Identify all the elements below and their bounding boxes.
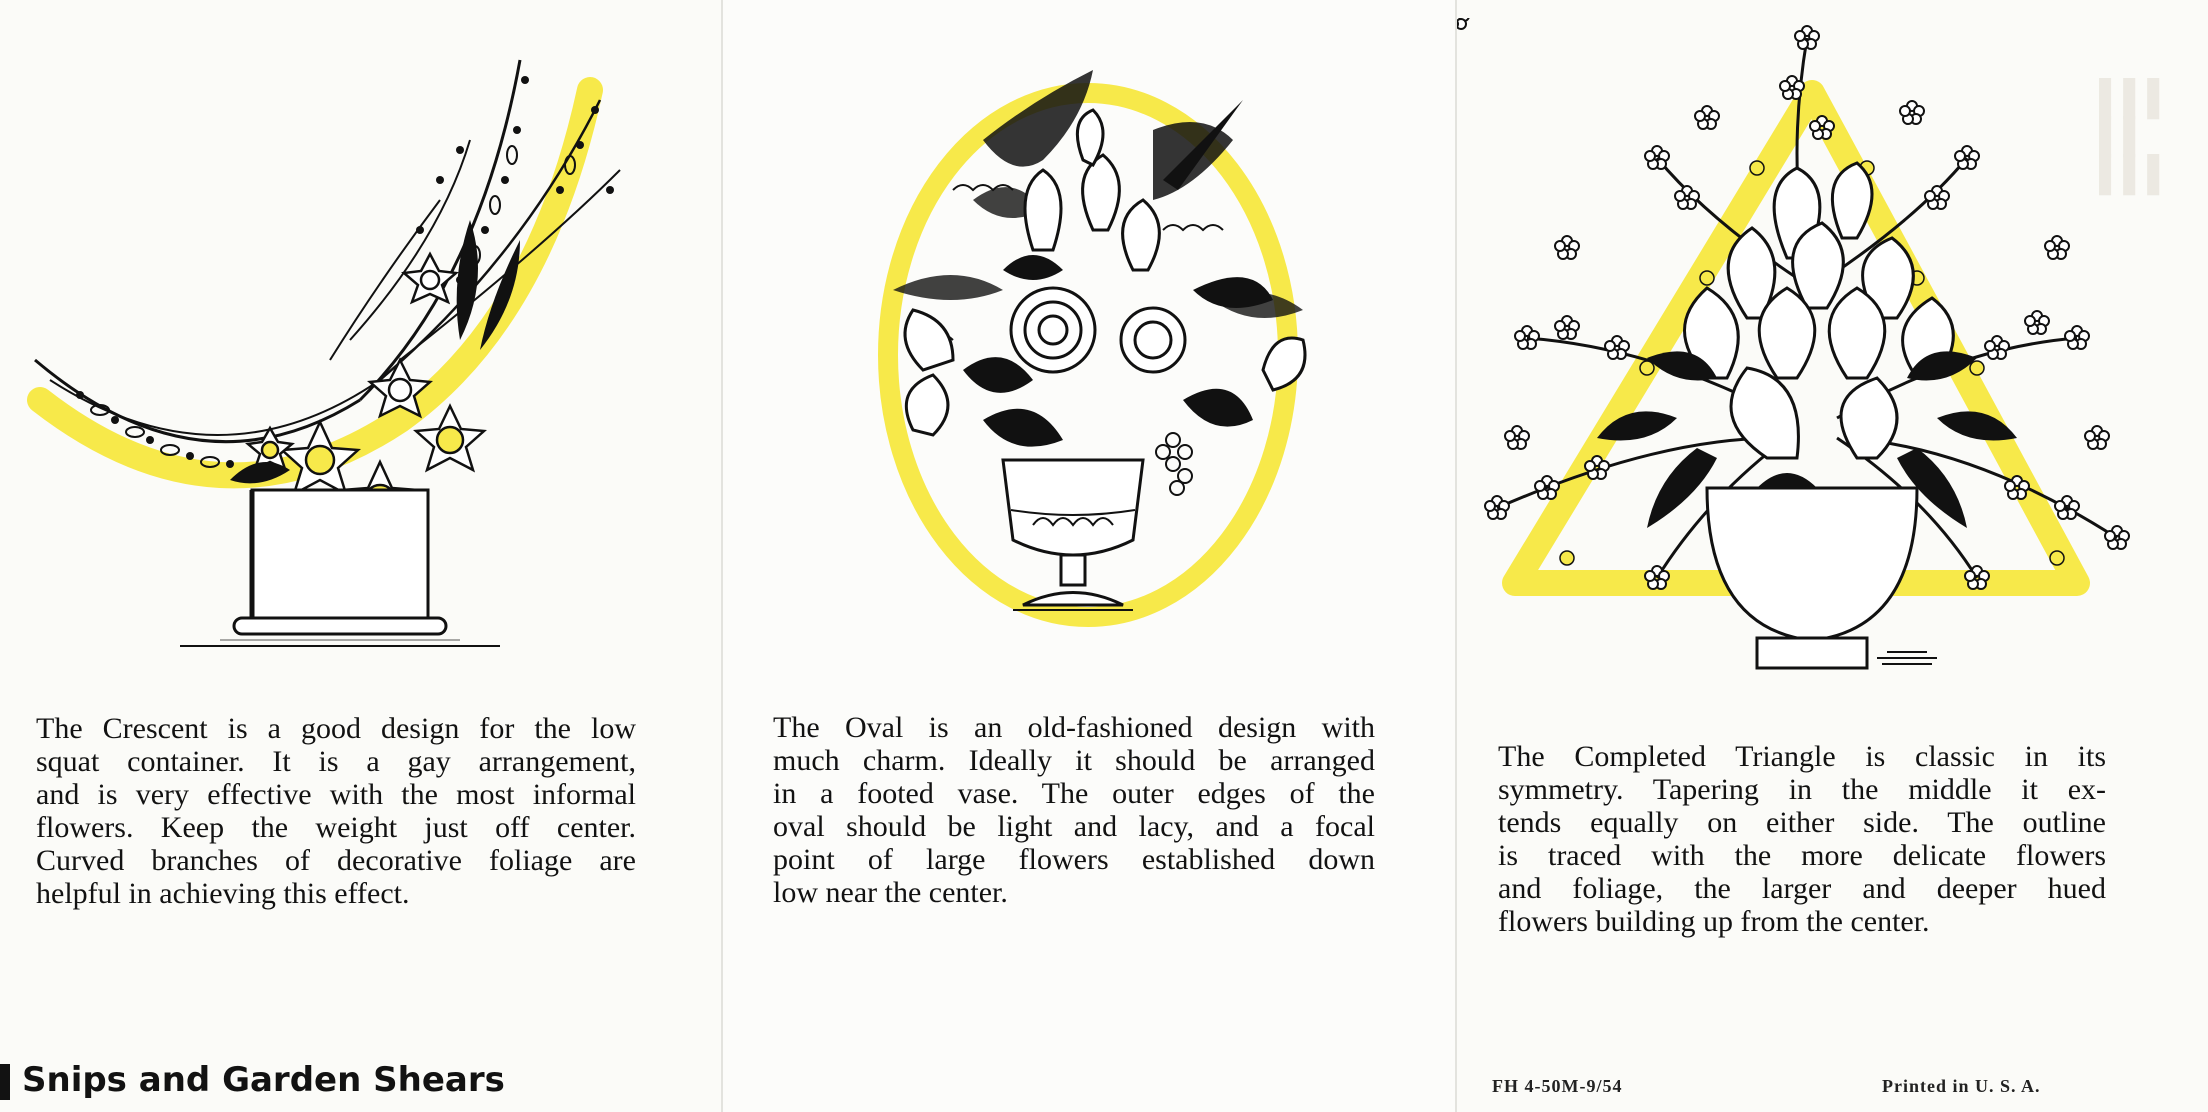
triangle-arrangement-illustration [1457,18,2160,698]
crescent-caption: The Crescent is a good design for the low squat container. It is a gay arrangement, and is very effective with the most informal flowers. Keep the weight just off center. Curved branches of decorative foliage are helpful in achieving this effect. [36,712,636,910]
crescent-arrangement-illustration [20,20,660,660]
oval-arrangement-illustration [833,40,1353,650]
section-title: Snips and Garden Shears [0,1060,505,1100]
show-through-text: ▐▐▐ ▐▐ ▐▐▐ [2087,80,2160,193]
triangle-caption: The Completed Triangle is classic in its symmetry. Tapering in the middle it ex- tends equally on either side. The outline is traced with the more delicate flowers and foliage, the larger and deeper hued flowers building up from the center. [1498,740,2106,938]
panel-crescent [0,0,721,1112]
oval-caption: The Oval is an old-fashioned design with much charm. Ideally it should be arranged in a footed vase. The outer edges of the oval should be light and lacy, and a focal point of large flowers established down low near the center. [773,711,1375,909]
print-code: FH 4-50M-9/54 [1492,1076,1623,1096]
printed-in-usa: Printed in U. S. A. [1882,1076,2041,1096]
panel-triangle [1457,0,2208,1112]
panel-oval [723,0,1455,1112]
